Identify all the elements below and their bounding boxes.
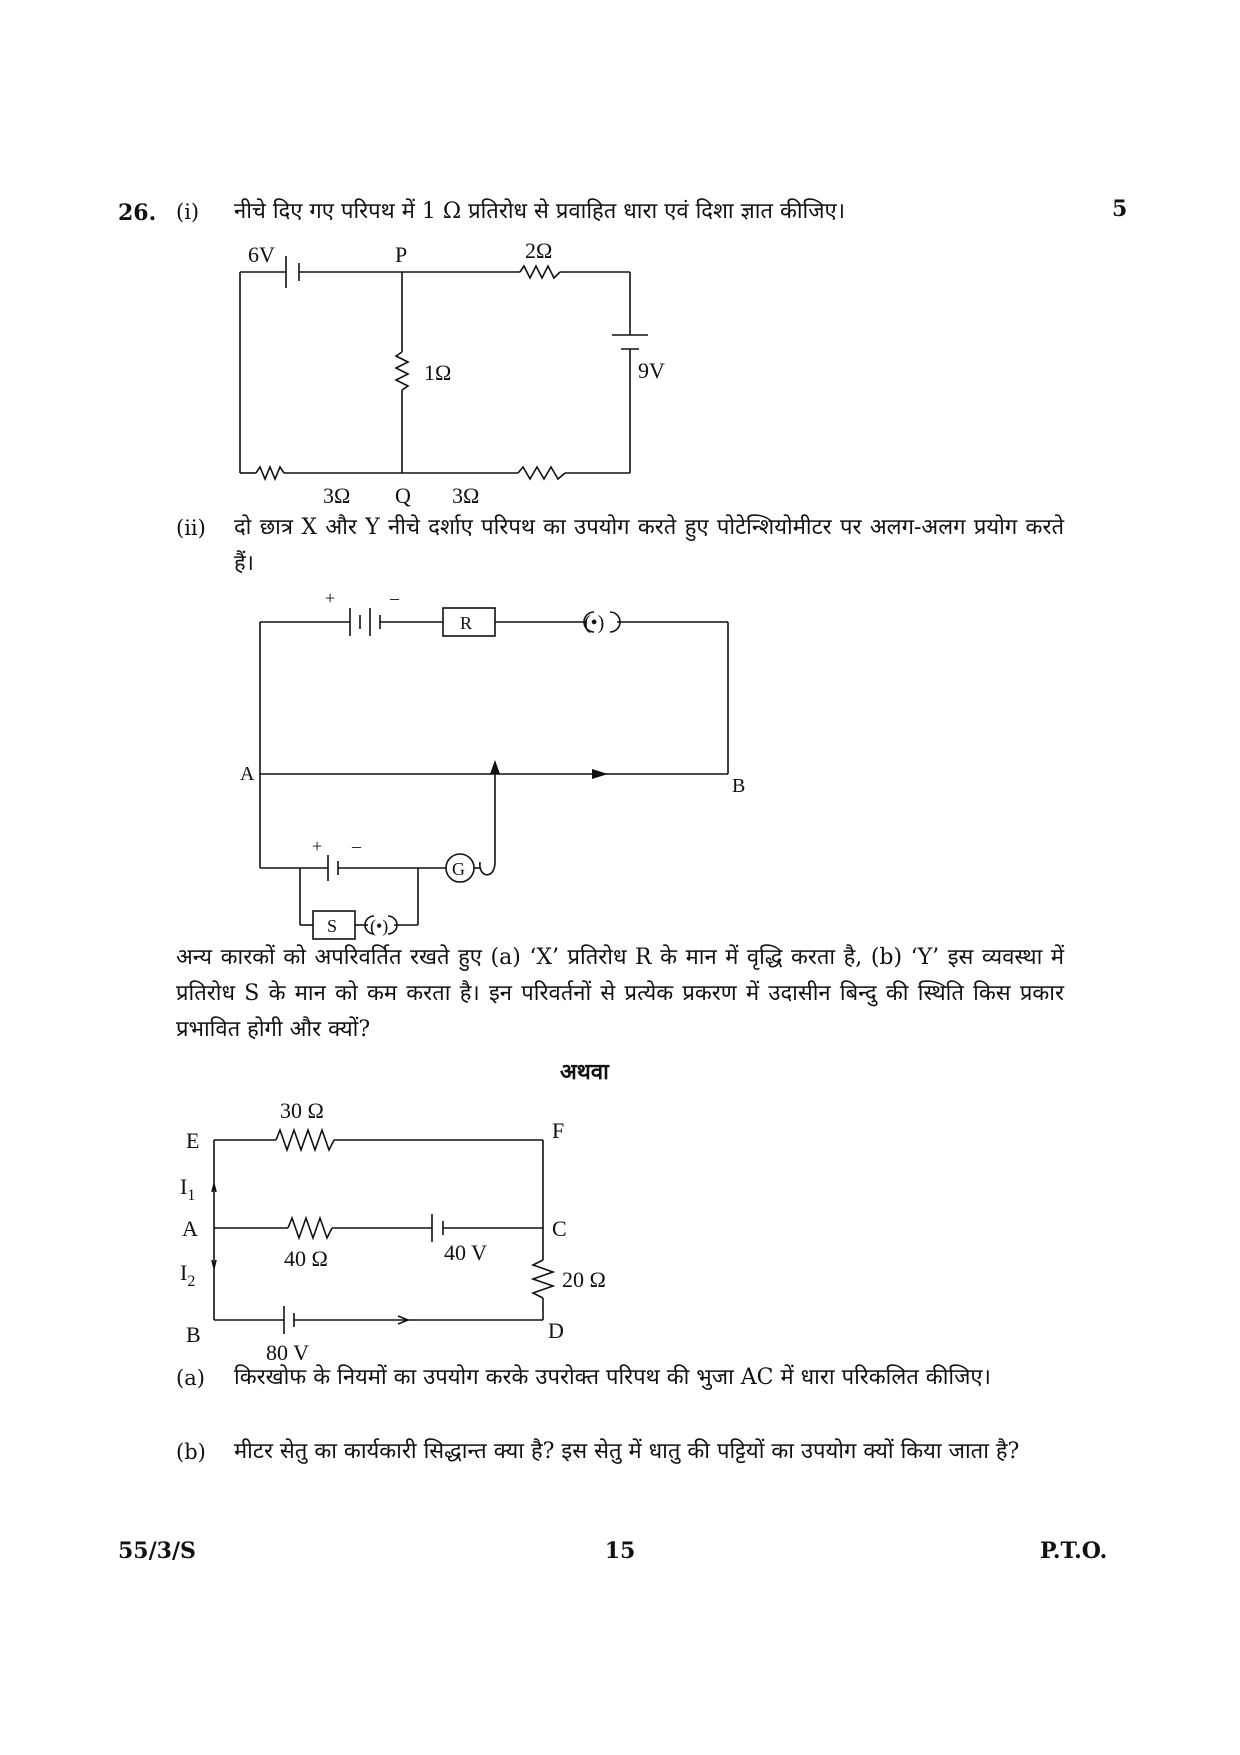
label-i1-sub: 1 (187, 1187, 196, 1204)
pto: P.T.O. (1040, 1538, 1108, 1564)
label-f: F (552, 1118, 565, 1143)
label-i2-main: I (180, 1260, 188, 1285)
label-i1 (180, 1174, 195, 1204)
label-2ohm: 2Ω (525, 238, 553, 263)
label-q: Q (395, 483, 411, 508)
label-minus-2: – (352, 836, 361, 856)
page-number: 15 (604, 1538, 636, 1564)
circuit-kirchhoff (0, 1080, 1240, 1360)
paper-code: 55/3/S (118, 1538, 196, 1564)
label-p: P (395, 242, 408, 267)
label-b: B (732, 775, 746, 797)
label-i2-sub: 2 (187, 1273, 196, 1290)
label-a-2: A (182, 1216, 198, 1241)
label-9v: 9V (638, 358, 665, 383)
label-d: D (548, 1318, 564, 1343)
label-r: R (460, 613, 473, 633)
part-i-label: (i) (176, 200, 200, 224)
label-plus-2: + (312, 836, 323, 856)
circuit-potentiometer (0, 580, 1240, 940)
label-a: A (240, 763, 255, 785)
label-c: C (552, 1216, 567, 1241)
part-ii-label: (ii) (176, 516, 206, 540)
label-e: E (186, 1128, 200, 1153)
label-6v: 6V (248, 242, 275, 267)
label-s: S (327, 916, 338, 936)
question-number: 26. (118, 200, 157, 226)
label-i1-main: I (180, 1174, 188, 1199)
part-ii-followup: अन्य कारकों को अपरिवर्तित रखते हुए (a) ‘X’ प्रतिरोध R के मान में वृद्धि करता है, (b) ‘Y’ इस व्यवस्था में प्रतिरोध S के मान को कम करता है। इन परिवर्तनों से प्रत्येक प्रकरण में उदासीन बिन्दु की स्थिति किस प्रकार प्रभावित होगी और क्यों? (176, 945, 1064, 1042)
label-key-2: (•) (370, 916, 389, 936)
label-b-2: B (186, 1322, 201, 1347)
part-a-text: किरखोफ के नियमों का उपयोग करके उपरोक्त परिपथ की भुजा AC में धारा परिकलित कीजिए। (234, 1365, 991, 1390)
label-plus: + (325, 588, 336, 608)
label-80v: 80 V (266, 1340, 309, 1360)
or-heading: अथवा (560, 1059, 609, 1085)
label-key: (•) (584, 612, 605, 634)
part-i-text: नीचे दिए गए परिपथ में 1 Ω प्रतिरोध से प्रवाहित धारा एवं दिशा ज्ञात कीजिए। (234, 199, 846, 224)
circuit-1 (0, 0, 1240, 540)
label-g: G (452, 859, 465, 879)
label-1ohm: 1Ω (424, 360, 452, 385)
label-30ohm: 30 Ω (280, 1098, 324, 1123)
part-b-text: मीटर सेतु का कार्यकारी सिद्धान्त क्या है? इस सेतु में धातु की पट्टियों का उपयोग क्यों किया जाता है? (234, 1439, 1020, 1464)
label-40ohm: 40 Ω (284, 1246, 328, 1271)
part-b-label: (b) (176, 1440, 206, 1464)
label-3ohm-left: 3Ω (323, 483, 351, 508)
label-20ohm: 20 Ω (562, 1267, 606, 1292)
label-3ohm-right: 3Ω (452, 483, 480, 508)
label-i2 (180, 1260, 195, 1290)
label-40v: 40 V (444, 1240, 487, 1265)
label-minus: – (390, 588, 399, 608)
marks: 5 (1112, 196, 1128, 222)
part-a-label: (a) (176, 1366, 205, 1390)
part-ii-text: दो छात्र X और Y नीचे दर्शाए परिपथ का उपयोग करते हुए पोटेन्शियोमीटर पर अलग-अलग प्रयोग करते हैं। (234, 515, 1064, 576)
